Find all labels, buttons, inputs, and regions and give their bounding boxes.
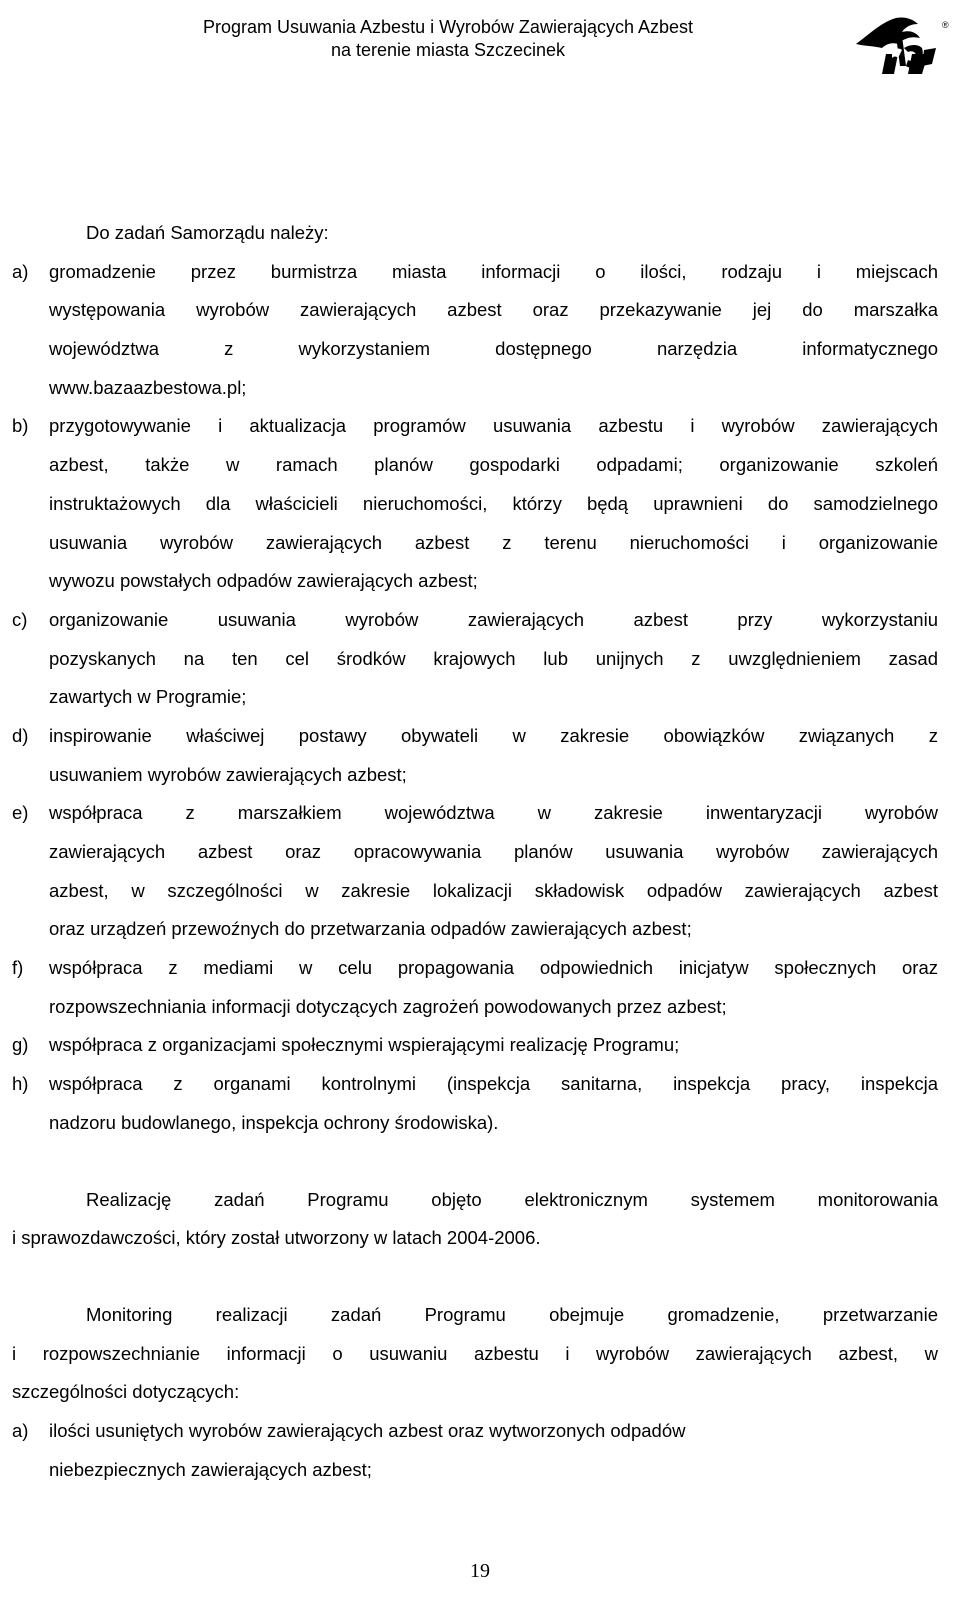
list-item-line: oraz urządzeń przewoźnych do przetwarzania odpadów zawierających azbest; bbox=[49, 918, 692, 940]
asbestos-program-logo-icon bbox=[852, 14, 952, 76]
list-item-line: usuwania wyrobów zawierających azbest z terenu nieruchomości i organizowanie bbox=[49, 531, 938, 553]
paragraph-line: i rozpowszechnianie informacji o usuwaniu azbestu i wyrobów zawierających azbest, w bbox=[12, 1342, 938, 1364]
list-item-line: www.bazaazbestowa.pl; bbox=[49, 376, 247, 398]
list-item-g bbox=[12, 1026, 938, 1065]
list-label: e) bbox=[12, 802, 29, 824]
list-label: f) bbox=[12, 957, 24, 979]
list-item-line: a) ilości usuniętych wyrobów zawierających azbest oraz wytworzonych odpadów bbox=[12, 1412, 938, 1451]
list-item-b bbox=[12, 407, 938, 600]
list-label: d) bbox=[12, 724, 29, 746]
list-item-line: d) inspirowanie właściwej postawy obywateli w zakresie obowiązków związanych z bbox=[12, 717, 938, 756]
list-item-a2 bbox=[12, 1412, 938, 1489]
list-item-line: h) współpraca z organami kontrolnymi (inspekcja sanitarna, inspekcja pracy, inspekcja bbox=[12, 1065, 938, 1104]
list-label: a) bbox=[12, 1419, 29, 1441]
intro-paragraph: Do zadań Samorządu należy: bbox=[86, 222, 329, 243]
paragraph-line: szczególności dotyczących: bbox=[12, 1381, 240, 1403]
page-header bbox=[0, 14, 960, 74]
paragraph-spacer bbox=[12, 1143, 938, 1181]
list-item-line: pozyskanych na ten cel środków krajowych lub unijnych z uwzględnieniem zasad bbox=[49, 647, 938, 669]
list-item-line: występowania wyrobów zawierających azbest oraz przekazywanie jej do marszałka bbox=[49, 299, 938, 321]
list-item-line: c) organizowanie usuwania wyrobów zawierających azbest przy wykorzystaniu bbox=[12, 601, 938, 640]
paragraph-monitoring bbox=[12, 1296, 938, 1412]
list-item-line: usuwaniem wyrobów zawierających azbest; bbox=[49, 763, 407, 785]
list-item-e bbox=[12, 794, 938, 949]
list-label: a) bbox=[12, 260, 29, 282]
list-item-line: azbest, także w ramach planów gospodarki odpadami; organizowanie szkoleń bbox=[49, 454, 938, 476]
list-item-line: f) współpraca z mediami w celu propagowania odpowiednich inicjatyw społecznych oraz bbox=[12, 949, 938, 988]
list-label: h) bbox=[12, 1073, 29, 1095]
list-item-line: e) współpraca z marszałkiem województwa w zakresie inwentaryzacji wyrobów bbox=[12, 794, 938, 833]
list-item-line: zawierających azbest oraz opracowywania planów usuwania wyrobów zawierających bbox=[49, 841, 938, 862]
list-item-line: nadzoru budowlanego, inspekcja ochrony środowiska). bbox=[49, 1111, 499, 1133]
list-item-line: rozpowszechniania informacji dotyczących zagrożeń powodowanych przez azbest; bbox=[49, 995, 727, 1017]
paragraph-line: Monitoring realizacji zadań Programu obejmuje gromadzenie, przetwarzanie bbox=[86, 1303, 938, 1325]
header-title-line-2: na terenie miasta Szczecinek bbox=[330, 40, 566, 60]
program-logo bbox=[852, 14, 952, 76]
list-item-c bbox=[12, 601, 938, 717]
paragraph-realizacja bbox=[12, 1181, 938, 1258]
paragraph-spacer bbox=[12, 1258, 938, 1296]
header-title-line-1: Program Usuwania Azbestu i Wyrobów Zawierających Azbest bbox=[202, 17, 694, 37]
list-item-d bbox=[12, 717, 938, 794]
list-item-line: b) przygotowywanie i aktualizacja programów usuwania azbestu i wyrobów zawierających bbox=[12, 407, 938, 446]
list-item-line: wywozu powstałych odpadów zawierających azbest; bbox=[49, 570, 478, 592]
list-item-line: azbest, w szczególności w zakresie lokalizacji składowisk odpadów zawierających azbest bbox=[49, 879, 938, 901]
list-item-f bbox=[12, 949, 938, 1026]
list-item-line: województwa z wykorzystaniem dostępnego narzędzia informatycznego bbox=[49, 338, 938, 360]
list-item-line: instruktażowych dla właścicieli nieruchomości, którzy będą uprawnieni do samodzielnego bbox=[49, 492, 938, 514]
list-item-line: g) współpraca z organizacjami społecznymi wspierającymi realizację Programu; bbox=[12, 1026, 938, 1065]
list-label: b) bbox=[12, 415, 29, 437]
list-label: g) bbox=[12, 1034, 29, 1056]
list-label: c) bbox=[12, 608, 28, 630]
list-item-line: a) gromadzenie przez burmistrza miasta informacji o ilości, rodzaju i miejscach bbox=[12, 253, 938, 292]
page-number: 19 bbox=[470, 1560, 490, 1582]
list-item-line: niebezpiecznych zawierających azbest; bbox=[49, 1458, 372, 1480]
list-item-h bbox=[12, 1065, 938, 1142]
paragraph-line: Realizację zadań Programu objęto elektronicznym systemem monitorowania bbox=[86, 1188, 938, 1210]
registered-mark: ® bbox=[942, 20, 949, 30]
document-body bbox=[12, 214, 938, 1489]
list-item-line: zawartych w Programie; bbox=[49, 686, 247, 708]
list-item-a bbox=[12, 253, 938, 408]
paragraph-line: i sprawozdawczości, który został utworzony w latach 2004-2006. bbox=[12, 1227, 541, 1249]
